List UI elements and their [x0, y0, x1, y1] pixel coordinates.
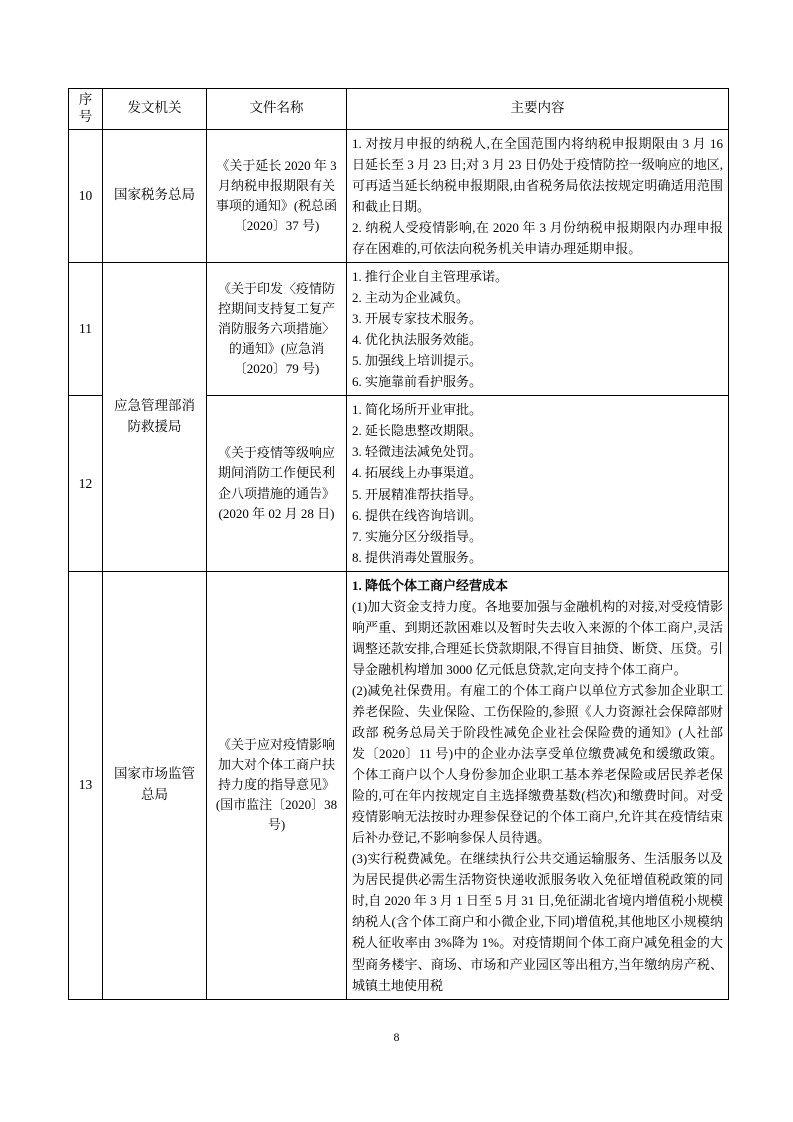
row-file-name: 《关于印发〈疫情防控期间支持复工复产消防服务六项措施〉的通知》(应急消〔2020〕79 号) [207, 263, 347, 396]
row-organization: 应急管理部消防救援局 [103, 263, 207, 572]
row-organization: 国家税务总局 [103, 129, 207, 262]
row-main-content [347, 129, 729, 262]
row-main-content [347, 571, 729, 999]
row-main-content [347, 396, 729, 571]
content-line: 5. 开展精准帮扶指导。 [352, 486, 483, 502]
row-file-name: 《关于疫情等级响应期间消防工作便民利企八项措施的通告》(2020 年 02 月 28 日) [207, 396, 347, 571]
content-line: 8. 提供消毒处置服务。 [352, 549, 483, 565]
row-number: 13 [69, 571, 103, 999]
content-paragraph: 2. 纳税人受疫情影响,在 2020 年 3 月份纳税申报期限内办理申报存在困难的,可依法向税务机关申请办理延期申报。 [352, 219, 723, 256]
row-file-name: 《关于延长 2020 年 3 月纳税申报期限有关事项的通知》(税总函〔2020〕37 号) [207, 129, 347, 262]
header-cell-org: 发文机关 [103, 89, 207, 130]
page-number: 8 [393, 1030, 400, 1044]
content-line: 6. 提供在线咨询培训。 [352, 507, 483, 523]
row-organization: 国家市场监管总局 [103, 571, 207, 999]
header-cell-main: 主要内容 [347, 89, 729, 130]
policy-table [68, 88, 729, 1000]
content-line: 3. 轻微违法减免处罚。 [352, 444, 483, 460]
table-row [69, 263, 729, 396]
content-line: 5. 加强线上培训提示。 [352, 353, 483, 369]
table-container [68, 88, 728, 1000]
content-line: 6. 实施靠前看护服务。 [352, 374, 483, 390]
content-paragraph: (1)加大资金支持力度。各地要加强与金融机构的对接,对受疫情影响严重、到期还款困难以及暂时失去收入来源的个体工商户,灵活调整还款安排,合理延长贷款期限,不得盲目抽贷、断贷、压贷。引导金融机构增加 3000 亿元低息贷款,定向支持个体工商户。 [352, 598, 723, 677]
table-row [69, 571, 729, 999]
content-paragraph: 1. 对按月申报的纳税人,在全国范围内将纳税申报期限由 3 月 16 日延长至 3 月 23 日;对 3 月 23 日仍处于疫情防控一级响应的地区,可再适当延长纳税申报期限,由省税务局依法按规定明确适用范围和截止日期。 [352, 135, 723, 214]
content-heading: 1. 降低个体工商户经营成本 [352, 577, 509, 593]
row-number: 10 [69, 129, 103, 262]
row-file-name: 《关于应对疫情影响加大对个体工商户扶持力度的指导意见》(国市监注〔2020〕38 号) [207, 571, 347, 999]
content-line: 3. 开展专家技术服务。 [352, 311, 483, 327]
content-line: 4. 拓展线上办事渠道。 [352, 465, 483, 481]
content-line: 4. 优化执法服务效能。 [352, 332, 483, 348]
content-line: 1. 推行企业自主管理承诺。 [352, 269, 509, 285]
table-header-row [69, 89, 729, 130]
content-line: 2. 主动为企业减负。 [352, 290, 470, 306]
content-line: 7. 实施分区分级指导。 [352, 528, 483, 544]
header-cell-no: 序号 [69, 89, 103, 130]
content-line: 2. 延长隐患整改期限。 [352, 423, 483, 439]
content-line: 1. 简化场所开业审批。 [352, 402, 483, 418]
table-row [69, 129, 729, 262]
content-paragraph: (3)实行税费减免。在继续执行公共交通运输服务、生活服务以及为居民提供必需生活物资快递收派服务收入免征增值税政策的同时,自 2020 年 3 月 1 日至 5 月 31 日,免征湖北省境内增值税小规模纳税人(含个体工商户和小微企业,下同)增值税,其他地区小规模纳税人征收率由 3%降为 1%。对疫情期间个体工商户减免租金的大型商务楼宇、商场、市场和产业园区等出租方,当年缴纳房产税、城镇土地使用税 [352, 851, 723, 993]
header-cell-file: 文件名称 [207, 89, 347, 130]
row-number: 11 [69, 263, 103, 396]
content-paragraph: (2)减免社保费用。有雇工的个体工商户以单位方式参加企业职工养老保险、失业保险、工伤保险的,参照《人力资源社会保障部财政部 税务总局关于阶段性减免企业社会保险费的通知》(人社部发〔2020〕11 号)中的企业办法享受单位缴费减免和缓缴政策。个体工商户以个人身份参加企业职工基本养老保险或居民养老保险的,可在年内按规定自主选择缴费基数(档次)和缴费时间。对受疫情影响无法按时办理参保登记的个体工商户,允许其在疫情结束后补办登记,不影响参保人员待遇。 [352, 682, 723, 846]
row-main-content [347, 263, 729, 396]
row-number: 12 [69, 396, 103, 571]
